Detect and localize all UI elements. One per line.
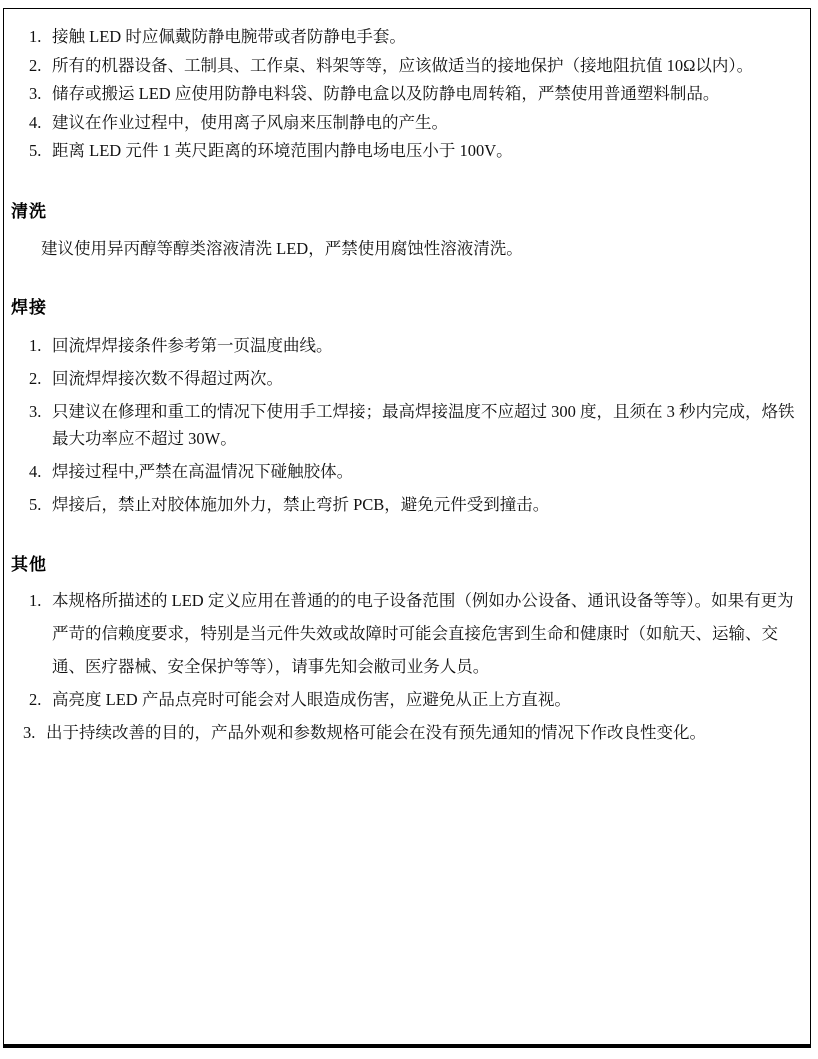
list-item-number: 3. xyxy=(29,84,42,103)
list-item-text: 本规格所描述的 LED 定义应用在普通的的电子设备范围（例如办公设备、通讯设备等等）。如果有更为严苛的信赖度要求，特别是当元件失效或故障时可能会直接危害到生命和健康时（如航天、运输、交通、医疗器械、安全保护等等），请事先知会敝司业务人员。 xyxy=(52,590,794,676)
esd-precautions-list xyxy=(11,23,802,166)
section-title-soldering: 焊接 xyxy=(11,297,47,318)
soldering-list xyxy=(11,332,802,518)
list-item xyxy=(29,683,802,716)
list-item xyxy=(29,332,802,359)
list-item-number: 1. xyxy=(29,27,42,46)
list-item xyxy=(29,23,802,52)
list-item-text: 距离 LED 元件 1 英尺距离的环境范围内静电场电压小于 100V。 xyxy=(52,141,513,160)
list-item-text: 回流焊焊接条件参考第一页温度曲线。 xyxy=(52,335,333,355)
list-item xyxy=(23,716,802,749)
section-title-other: 其他 xyxy=(11,554,47,575)
list-item xyxy=(29,458,802,485)
list-item xyxy=(29,109,802,138)
cleaning-paragraph: 建议使用异丙醇等醇类溶液清洗 LED，严禁使用腐蚀性溶液清洗。 xyxy=(41,238,523,258)
list-item-number: 2. xyxy=(29,368,42,388)
list-item-number: 5. xyxy=(29,141,42,160)
list-item-text: 接触 LED 时应佩戴防静电腕带或者防静电手套。 xyxy=(52,27,406,46)
list-item-text: 焊接过程中,严禁在高温情况下碰触胶体。 xyxy=(52,461,354,481)
list-item-number: 5. xyxy=(29,494,42,514)
section-title-cleaning: 清洗 xyxy=(11,201,47,222)
list-item-number: 1. xyxy=(29,590,42,610)
list-item-text: 建议在作业过程中，使用离子风扇来压制静电的产生。 xyxy=(52,112,448,132)
list-item-number: 2. xyxy=(29,689,42,709)
list-item xyxy=(29,137,802,166)
list-item-number: 1. xyxy=(29,335,42,355)
other-list xyxy=(11,584,802,749)
list-item xyxy=(29,80,802,109)
list-item xyxy=(29,491,802,518)
list-item-text: 焊接后，禁止对胶体施加外力，禁止弯折 PCB，避免元件受到撞击。 xyxy=(52,494,550,514)
list-item-text: 只建议在修理和重工的情况下使用手工焊接；最高焊接温度不应超过 300 度，且须在 3 秒内完成，烙铁最大功率应不超过 30W。 xyxy=(52,401,795,448)
list-item-text: 回流焊焊接次数不得超过两次。 xyxy=(52,368,283,388)
list-item-number: 4. xyxy=(29,461,42,481)
list-item xyxy=(29,398,802,452)
list-item-text: 所有的机器设备、工制具、工作桌、料架等等，应该做适当的接地保护（接地阻抗值 10Ω以内）。 xyxy=(52,55,754,75)
list-item-number: 4. xyxy=(29,112,42,132)
list-item xyxy=(29,584,802,683)
list-item-number: 2. xyxy=(29,55,42,75)
document-page xyxy=(3,8,811,1048)
list-item-text: 出于持续改善的目的，产品外观和参数规格可能会在没有预先通知的情况下作改良性变化。 xyxy=(46,722,706,742)
list-item-number: 3. xyxy=(23,722,36,742)
list-item-text: 储存或搬运 LED 应使用防静电料袋、防静电盒以及防静电周转箱，严禁使用普通塑料制品。 xyxy=(52,84,720,103)
list-item-text: 高亮度 LED 产品点亮时可能会对人眼造成伤害，应避免从正上方直视。 xyxy=(52,689,571,709)
list-item xyxy=(29,52,802,81)
list-item-number: 3. xyxy=(29,401,42,421)
list-item xyxy=(29,365,802,392)
